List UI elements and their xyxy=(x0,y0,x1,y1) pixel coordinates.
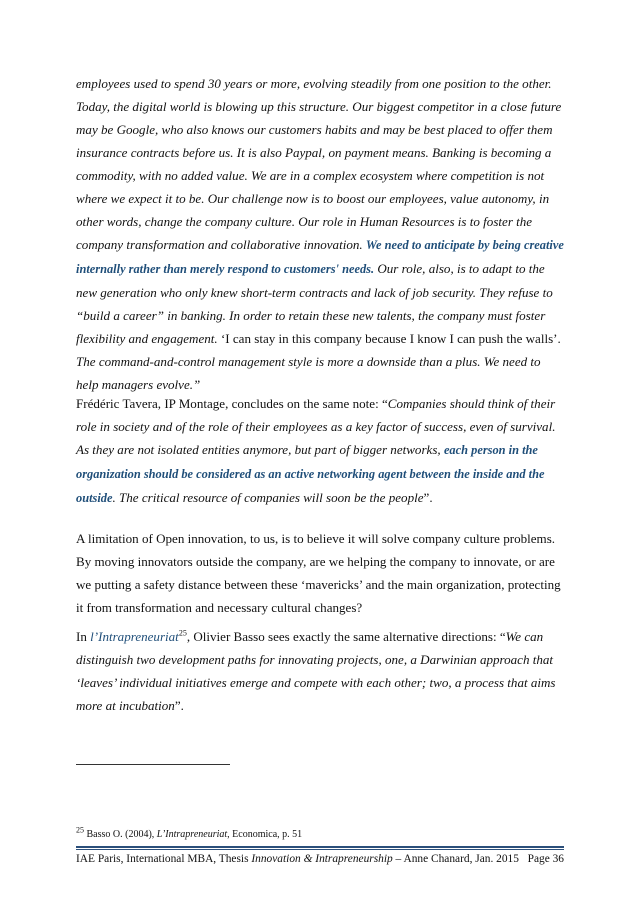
paragraph-tavera xyxy=(76,392,564,510)
highlight-text: We need to anticipate by being creative internally rather than merely respond to customers' needs. xyxy=(76,238,564,276)
body-text: A limitation of Open innovation, to us, is to believe it will solve company culture problems. By moving innovators outside the company, are we helping the company to innovate, or are we putting a safety distance between these ‘mavericks’ and the main organization, protecting it from transformation and necessary cultural changes? xyxy=(76,531,561,615)
body-text: , Olivier Basso sees exactly the same alternative directions: “ xyxy=(186,629,506,644)
lead-text: Frédéric Tavera, IP Montage, concludes on the same note: “ xyxy=(76,396,388,411)
quote-text: The command-and-control management style is more a downside than a plus. We need to help managers evolve.” xyxy=(76,354,541,392)
footer-rule xyxy=(76,846,564,848)
quote-text: employees used to spend 30 years or more, evolving steadily from one position to the other. Today, the digital world is blowing up this structure. Our biggest competitor in a close future may be Google, who also knows our customers habits and may be best placed to offer them insurance contracts before us. It is also Paypal, on payment means. Banking is becoming a commodity, with no added value. We are in a complex ecosystem where competition is not where we expect it to be. Our challenge now is to boost our employees, value autonomy, in other words, change the company culture. Our role in Human Resources is to foster the company transformation and collaborative innovation. xyxy=(76,76,562,252)
end-text: ”. xyxy=(423,490,433,505)
footer-text: – Anne Chanard, Jan. 2015 xyxy=(392,853,519,865)
footer-rule-thin xyxy=(76,849,564,850)
footnote-number: 25 xyxy=(76,825,84,835)
book-title-link[interactable]: l’Intrapreneuriat xyxy=(90,629,179,644)
footnote-ref[interactable]: 25 xyxy=(178,628,187,638)
footnote-title: L’Intrapreneuriat xyxy=(156,829,228,840)
paragraph-limitation xyxy=(76,527,564,619)
lead-text: In xyxy=(76,629,91,644)
highlight-text: each person in the organization should be considered as an active networking agent between the inside and the outside xyxy=(76,443,545,505)
footnote-text: Basso O. (2004), xyxy=(84,829,157,840)
paragraph-hr-quote xyxy=(76,72,564,396)
quote-text: Our role, also, is to adapt to the new generation who only knew short-term contracts and lack of job security. They refuse to “build a career” in banking. In order to retain these new talents, the company must foster flexibility and engagement. xyxy=(76,261,553,346)
page-number: Page 36 xyxy=(527,853,564,865)
end-text: ”. xyxy=(174,698,184,713)
paragraph-basso xyxy=(76,625,564,717)
inner-quote: ‘I can stay in this company because I know I can push the walls’. xyxy=(220,331,561,346)
footer-thesis-title: Innovation & Intrapreneurship xyxy=(251,853,393,865)
footnote xyxy=(76,825,303,841)
footer-text: IAE Paris, International MBA, Thesis xyxy=(76,853,252,865)
footnote-separator xyxy=(76,764,230,765)
quote-text: . The critical resource of companies will soon be the people xyxy=(112,490,424,505)
quote-text: Companies should think of their role in society and of the role of their employees as a key factor of success, even of survival. As they are not isolated entities anymore, but part of bigger networks, xyxy=(76,396,556,457)
quote-text: We can distinguish two development paths for innovating projects, one, a Darwinian approach that ‘leaves’ individual initiatives emerge and compete with each other; two, a process that aims more at incubation xyxy=(76,629,556,713)
footnote-text: , Economica, p. 51 xyxy=(227,829,303,840)
page-footer xyxy=(76,852,564,866)
